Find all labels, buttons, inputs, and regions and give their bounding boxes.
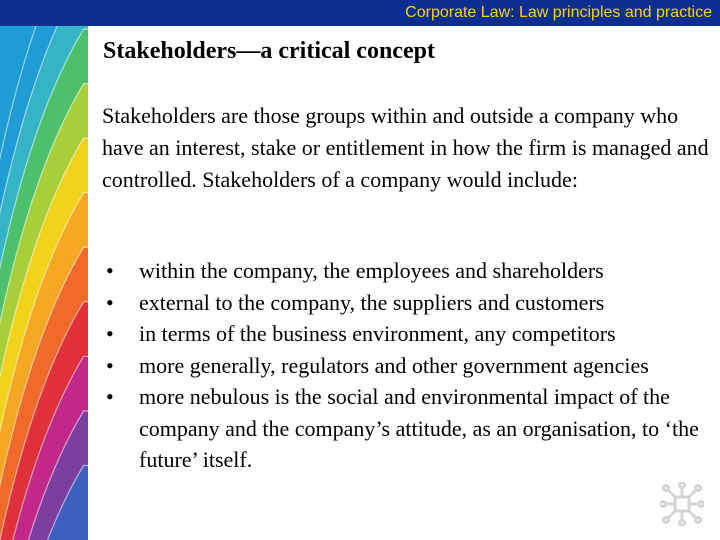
list-item-text: in terms of the business environment, any competitors: [139, 321, 616, 346]
list-item: [102, 318, 714, 350]
list-item: [102, 381, 714, 476]
intro-paragraph: Stakeholders are those groups within and outside a company who have an interest, stake or entitlement in how the firm is managed and controlled. Stakeholders of a company would include:: [102, 103, 709, 192]
list-item-text: more generally, regulators and other government agencies: [139, 352, 649, 378]
list-item-text: within the company, the employees and shareholders: [139, 258, 604, 283]
bullet-icon: •: [106, 321, 114, 346]
bullet-icon: •: [106, 352, 114, 378]
bullet-icon: •: [106, 384, 114, 409]
header-bar: [0, 0, 720, 26]
list-item: [102, 255, 714, 287]
list-item: [102, 287, 714, 319]
rainbow-stripes-graphic: [0, 0, 88, 540]
slide-title: Stakeholders—a critical concept: [103, 38, 435, 64]
bullet-icon: •: [106, 289, 114, 315]
stakeholder-list: [102, 255, 714, 476]
network-node-icon: [660, 482, 704, 526]
decorative-rainbow-stripes: [0, 0, 88, 540]
list-item-text: external to the company, the suppliers and customers: [139, 289, 605, 315]
list-item: [102, 350, 714, 382]
list-item-text: more nebulous is the social and environmental impact of the company and the company’s attitude, as an organisation, to ‘the future’ itself.: [139, 384, 699, 472]
bullet-icon: •: [106, 258, 114, 283]
header-title: Corporate Law: Law principles and practice: [405, 4, 712, 21]
